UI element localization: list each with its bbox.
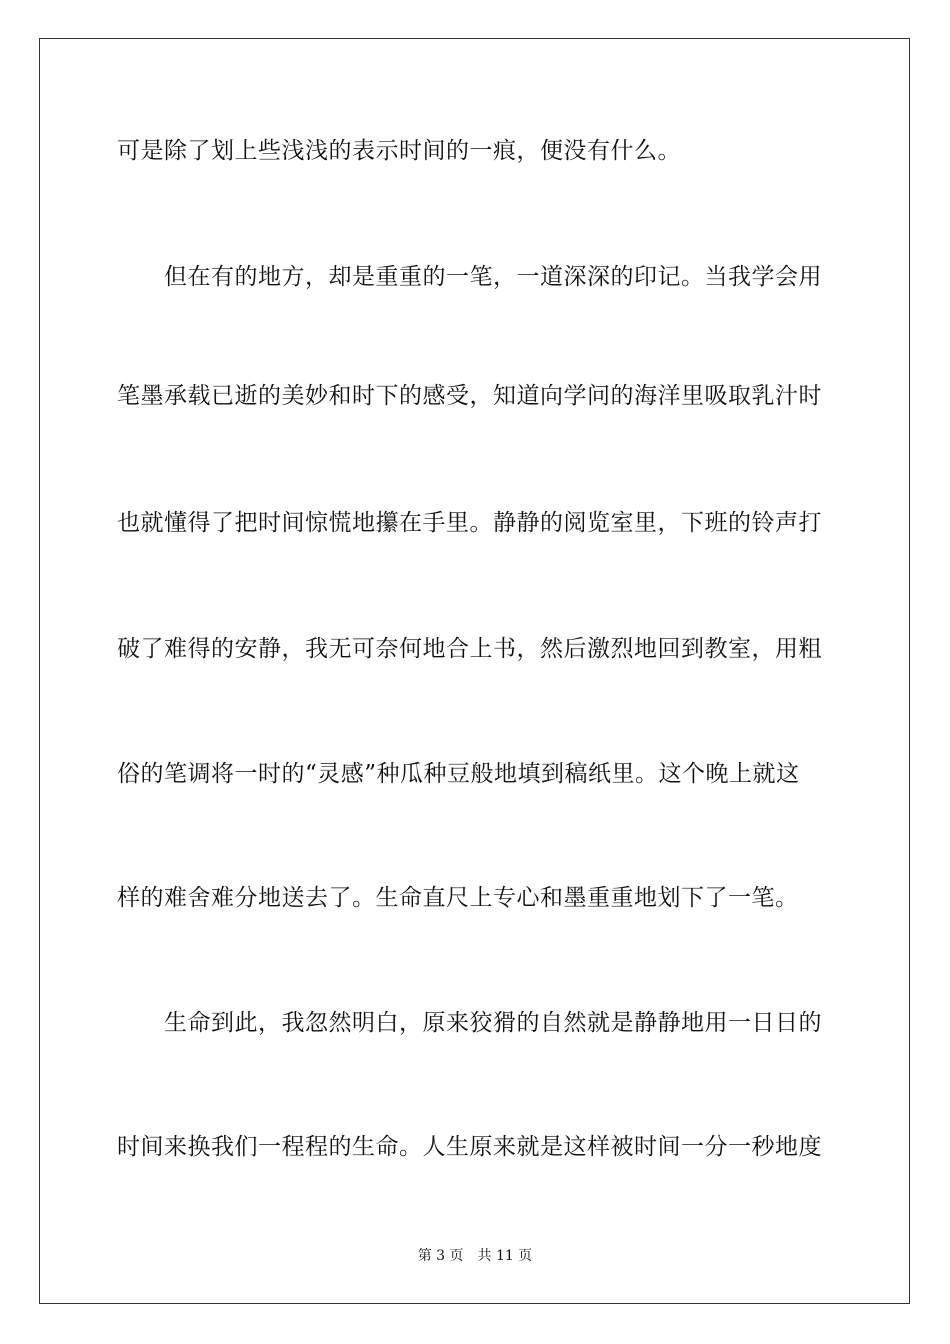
text-line: 笔墨承载已逝的美妙和时下的感受，知道向学问的海洋里吸取乳汁时 [117,383,822,409]
text-line: 样的难舍难分地送去了。生命直尺上专心和墨重重地划下了一笔。 [117,885,799,911]
page-footer [0,1246,950,1266]
text-line: 可是除了划上些浅浅的表示时间的一痕，便没有什么。 [117,138,681,164]
text-line: 生命到此，我忽然明白，原来狡猾的自然就是静静地用一日日的 [117,1010,822,1036]
page-border [39,38,910,1304]
text-line: 时间来换我们一程程的生命。人生原来就是这样被时间一分一秒地度 [117,1134,822,1160]
page-number: 第 3 页 [417,1248,464,1264]
text-line: 但在有的地方，却是重重的一笔，一道深深的印记。当我学会用 [117,264,822,290]
text-line: 也就懂得了把时间惊慌地攥在手里。静静的阅览室里，下班的铃声打 [117,510,822,536]
text-line: 俗的笔调将一时的“灵感”种瓜种豆般地填到稿纸里。这个晚上就这 [117,761,800,787]
page-total: 共 11 页 [477,1248,533,1264]
text-line: 破了难得的安静，我无可奈何地合上书，然后激烈地回到教室，用粗 [117,636,822,662]
